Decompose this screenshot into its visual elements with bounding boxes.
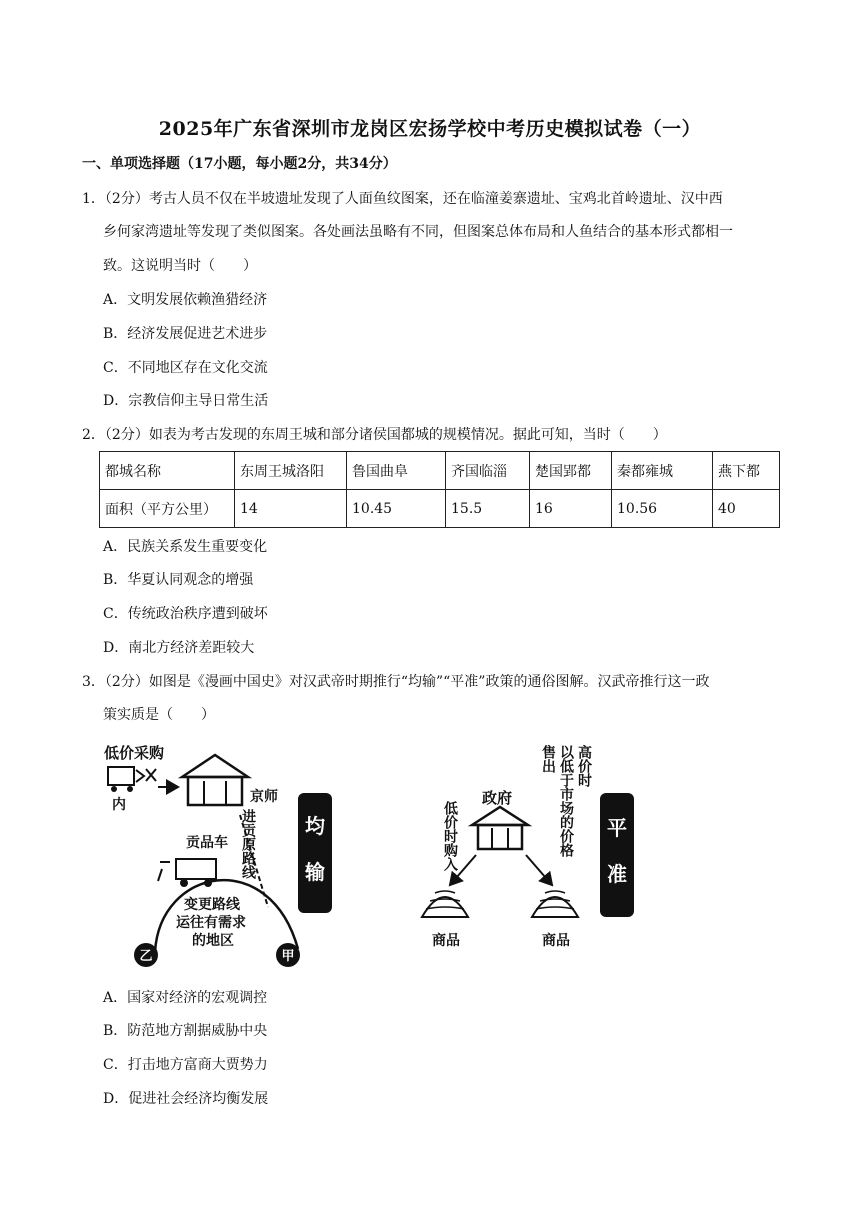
question-1-option-c[interactable]: C．不同地区存在文化交流 bbox=[103, 360, 268, 376]
government-label: 政府 bbox=[482, 789, 513, 807]
cart-icon bbox=[108, 767, 156, 792]
table-row bbox=[100, 490, 780, 528]
government-building-icon bbox=[472, 807, 528, 849]
change-route-label-3: 的地区 bbox=[192, 933, 234, 949]
table-cell: 14 bbox=[235, 490, 347, 528]
left-banner-text: 均输 bbox=[298, 793, 300, 794]
junshu-banner-char-2: 输 bbox=[305, 860, 325, 884]
tribute-route-label: 进贡原路线 bbox=[240, 809, 256, 879]
sell-high-label-3: 售出 bbox=[540, 745, 556, 773]
capital-label: 京师 bbox=[250, 789, 278, 805]
place-yi-label: 乙 bbox=[139, 949, 153, 964]
table-header-cell: 燕下都 bbox=[713, 452, 780, 490]
goods-pile-left-icon bbox=[422, 891, 468, 917]
exam-title: 2025年广东省深圳市龙岗区宏扬学校中考历史模拟试卷（一） bbox=[158, 118, 702, 140]
question-3-line-1: 3．（2分）如图是《漫画中国史》对汉武帝时期推行“均输”“平准”政策的通俗图解。汉武帝推行这一政 bbox=[82, 674, 710, 690]
low-buy-label: 低价采购 bbox=[104, 744, 165, 762]
section-heading: 一、单项选择题（17小题，每小题2分，共34分） bbox=[82, 156, 397, 172]
question-3-option-c[interactable]: C．打击地方富商大贾势力 bbox=[103, 1057, 268, 1073]
buy-low-label: 低价时购入 bbox=[442, 801, 458, 871]
question-3-option-a[interactable]: A．国家对经济的宏观调控 bbox=[103, 990, 268, 1006]
table-header-row bbox=[100, 452, 780, 490]
table-cell: 16 bbox=[530, 490, 612, 528]
goods-pile-right-icon bbox=[532, 891, 578, 917]
question-1-line-2: 乡何家湾遗址等发现了类似图案。各处画法虽略有不同，但图案总体布局和人鱼结合的基本形式都相一 bbox=[103, 224, 733, 240]
table-cell: 10.45 bbox=[347, 490, 446, 528]
table-header-cell: 都城名称 bbox=[100, 452, 235, 490]
question-2-option-b[interactable]: B．华夏认同观念的增强 bbox=[103, 572, 254, 588]
table-cell: 15.5 bbox=[446, 490, 530, 528]
question-1-option-a[interactable]: A．文明发展依赖渔猎经济 bbox=[103, 292, 268, 308]
goods-left-label: 商品 bbox=[432, 933, 460, 949]
table-header-cell: 东周王城洛阳 bbox=[235, 452, 347, 490]
question-1-option-b[interactable]: B．经济发展促进艺术进步 bbox=[103, 326, 268, 342]
goods-right-label: 商品 bbox=[542, 933, 570, 949]
place-nei-label: 内 bbox=[112, 797, 126, 813]
question-2-line-1: 2．（2分）如表为考古发现的东周王城和部分诸侯国都城的规模情况。据此可知，当时（ ） bbox=[82, 427, 667, 443]
junshu-pingzhun-comic bbox=[100, 737, 645, 969]
question-2-option-a[interactable]: A．民族关系发生重要变化 bbox=[103, 539, 268, 555]
table-cell: 面积（平方公里） bbox=[100, 490, 235, 528]
junshu-banner bbox=[298, 793, 332, 913]
question-3-option-b[interactable]: B．防范地方割据威胁中央 bbox=[103, 1023, 268, 1039]
table-header-cell: 楚国郢都 bbox=[530, 452, 612, 490]
question-3-option-d[interactable]: D．促进社会经济均衡发展 bbox=[103, 1091, 269, 1107]
tribute-cart-label: 贡品车 bbox=[186, 835, 228, 851]
change-route-label-1: 变更路线 bbox=[184, 897, 240, 913]
table-header-cell: 齐国临淄 bbox=[446, 452, 530, 490]
table-cell: 40 bbox=[713, 490, 780, 528]
question-1-line-3: 致。这说明当时（ ） bbox=[103, 258, 257, 274]
table-cell: 10.56 bbox=[612, 490, 713, 528]
junshu-banner-char-1: 均 bbox=[305, 814, 325, 838]
pingzhun-banner bbox=[600, 793, 634, 917]
table-header-cell: 鲁国曲阜 bbox=[347, 452, 446, 490]
pingzhun-banner-char-1: 平 bbox=[607, 816, 627, 840]
pingzhun-banner-char-2: 准 bbox=[607, 862, 627, 886]
city-area-table bbox=[99, 451, 780, 528]
question-1-line-1: 1．（2分）考古人员不仅在半坡遗址发现了人面鱼纹图案，还在临潼姜寨遗址、宝鸡北首岭遗址、汉中西 bbox=[82, 191, 723, 207]
right-banner-text: 平准 bbox=[600, 793, 602, 794]
place-jia-label: 甲 bbox=[281, 949, 295, 964]
question-2-option-c[interactable]: C．传统政治秩序遭到破坏 bbox=[103, 606, 268, 622]
sell-high-label-1: 高价时 bbox=[576, 745, 592, 787]
question-1-option-d[interactable]: D．宗教信仰主导日常生活 bbox=[103, 393, 269, 409]
sell-high-label-2: 以低于市场的价格 bbox=[558, 745, 574, 857]
question-3-line-2: 策实质是（ ） bbox=[103, 707, 215, 723]
change-route-label-2: 运往有需求 bbox=[176, 915, 246, 931]
capital-building-icon bbox=[182, 755, 248, 805]
question-2-option-d[interactable]: D．南北方经济差距较大 bbox=[103, 640, 255, 656]
table-header-cell: 秦都雍城 bbox=[612, 452, 713, 490]
